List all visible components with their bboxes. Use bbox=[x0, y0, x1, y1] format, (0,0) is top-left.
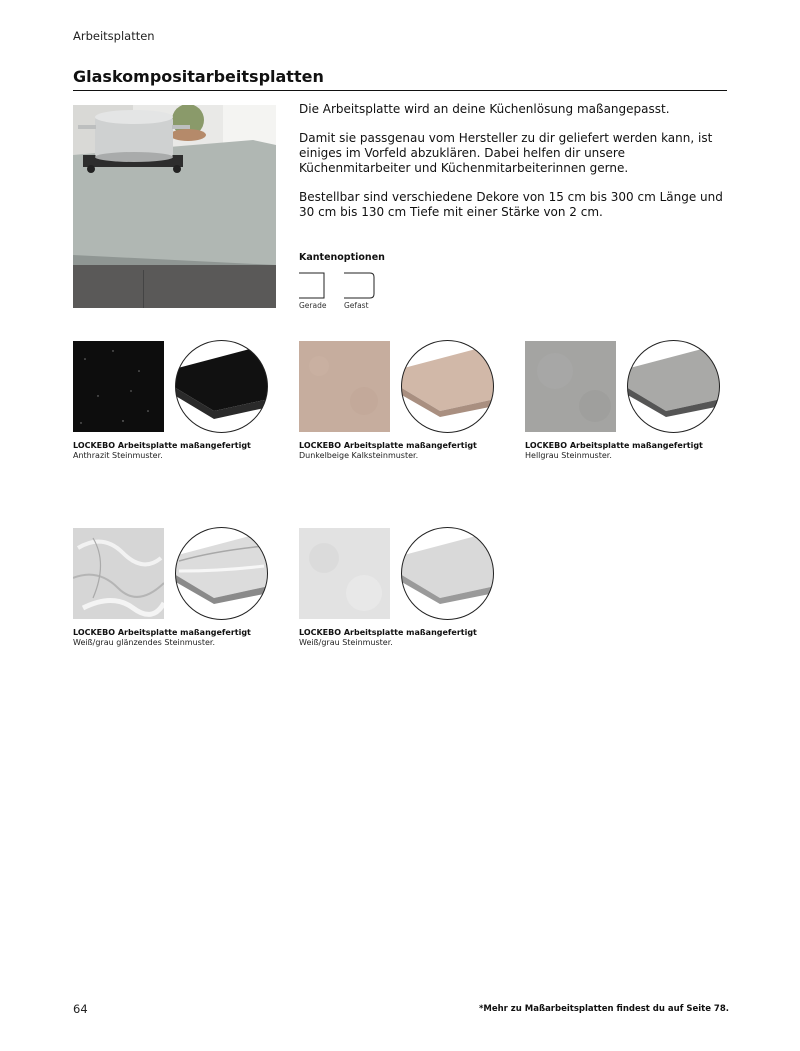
product-name: LOCKEBO Arbeitsplatte maßangefertigt bbox=[73, 628, 251, 637]
product-description: Hellgrau Steinmuster. bbox=[525, 451, 612, 460]
product-description: Weiß/grau glänzendes Steinmuster. bbox=[73, 638, 215, 647]
edge-option-straight bbox=[299, 272, 326, 310]
product-edge-zoom bbox=[400, 339, 495, 434]
page-number: 64 bbox=[73, 1002, 88, 1016]
product-swatch bbox=[73, 341, 164, 432]
edge-option-label: Gefast bbox=[344, 301, 369, 310]
intro-paragraph: Bestellbar sind verschiedene Dekore von 15 cm bis 300 cm Länge und 30 cm bis 130 cm Tiefe mit einer Stärke von 2 cm. bbox=[299, 190, 723, 219]
edge-option-chamfered bbox=[344, 272, 375, 310]
product-description: Anthrazit Steinmuster. bbox=[73, 451, 163, 460]
product-swatch bbox=[299, 528, 390, 619]
product-description: Weiß/grau Steinmuster. bbox=[299, 638, 393, 647]
edge-option-label: Gerade bbox=[299, 301, 327, 310]
product-name: LOCKEBO Arbeitsplatte maßangefertigt bbox=[525, 441, 703, 450]
product-swatch bbox=[525, 341, 616, 432]
title-divider bbox=[73, 90, 727, 91]
product-edge-zoom bbox=[400, 526, 495, 621]
hero-kitchen-photo bbox=[73, 105, 276, 308]
page-title: Glaskompositarbeitsplatten bbox=[73, 67, 324, 86]
straight-edge-icon bbox=[299, 272, 326, 299]
edge-options-heading: Kantenoptionen bbox=[299, 252, 385, 263]
product-name: LOCKEBO Arbeitsplatte maßangefertigt bbox=[73, 441, 251, 450]
chamfered-edge-icon bbox=[344, 272, 375, 299]
product-description: Dunkelbeige Kalksteinmuster. bbox=[299, 451, 419, 460]
product-swatch bbox=[73, 528, 164, 619]
footnote: *Mehr zu Maßarbeitsplatten findest du auf Seite 78. bbox=[478, 1004, 729, 1014]
product-edge-zoom bbox=[174, 526, 269, 621]
breadcrumb: Arbeitsplatten bbox=[73, 29, 155, 43]
intro-paragraph: Damit sie passgenau vom Hersteller zu dir geliefert werden kann, ist einiges im Vorfeld abzuklären. Dabei helfen dir unsere Küchenmitarbeiter und Küchenmitarbeiterinnen gerne. bbox=[299, 131, 713, 175]
product-name: LOCKEBO Arbeitsplatte maßangefertigt bbox=[299, 441, 477, 450]
intro-text bbox=[299, 102, 729, 234]
product-name: LOCKEBO Arbeitsplatte maßangefertigt bbox=[299, 628, 477, 637]
product-edge-zoom bbox=[174, 339, 269, 434]
product-swatch bbox=[299, 341, 390, 432]
product-edge-zoom bbox=[626, 339, 721, 434]
intro-paragraph: Die Arbeitsplatte wird an deine Küchenlösung maßangepasst. bbox=[299, 102, 670, 116]
